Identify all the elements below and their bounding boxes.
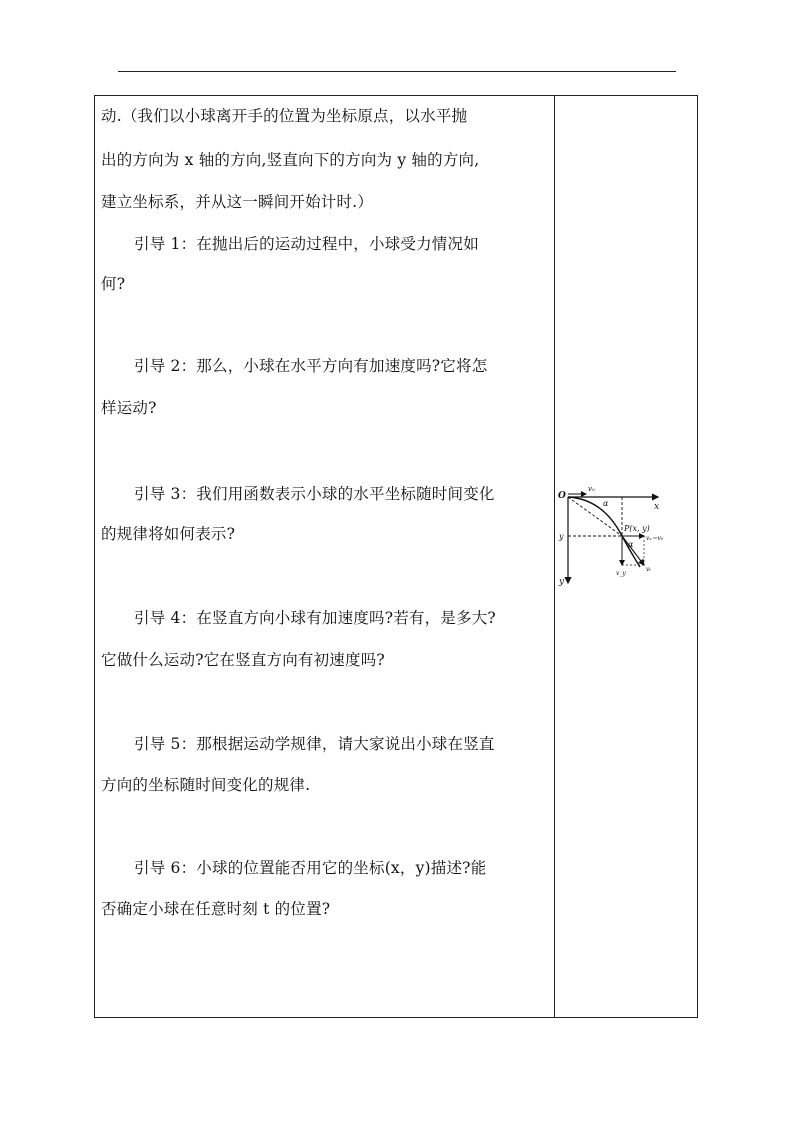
guide-4-line-2: 它做什么运动?它在竖直方向有初速度吗?: [101, 651, 385, 669]
guide-6-line-1: 引导 6：小球的位置能否用它的坐标(x，y)描述?能: [134, 859, 487, 877]
projectile-diagram: [558, 481, 696, 591]
guide-5-line-1: 引导 5：那根据运动学规律，请大家说出小球在竖直: [134, 735, 495, 753]
y-mark-label: y: [559, 532, 564, 541]
intro-line-2: 出的方向为 x 轴的方向,竖直向下的方向为 y 轴的方向,: [101, 151, 480, 169]
lesson-table: [94, 95, 698, 1018]
guide-3-line-1: 引导 3：我们用函数表示小球的水平坐标随时间变化: [134, 485, 495, 503]
vy-label: v_y: [616, 570, 626, 577]
vt-label: vₜ: [646, 566, 651, 573]
y-axis-label: y: [559, 577, 565, 587]
displacement-line: [568, 497, 622, 536]
point-label: P(x, y): [624, 524, 650, 533]
guide-4-line-1: 引导 4：在竖直方向小球有加速度吗?若有，是多大?: [134, 609, 496, 627]
guide-1-line-2: 何?: [101, 275, 126, 293]
x-axis-label: x: [654, 502, 660, 512]
guide-1-line-1: 引导 1：在抛出后的运动过程中，小球受力情况如: [134, 235, 479, 253]
guide-6-line-2: 否确定小球在任意时刻 t 的位置?: [101, 900, 331, 918]
vx-label: vₓ＝v₀: [646, 535, 664, 542]
angle-bottom-label: α: [628, 540, 634, 549]
guide-5-line-2: 方向的坐标随时间变化的规律.: [101, 776, 311, 794]
intro-line-3: 建立坐标系，并从这一瞬间开始计时.）: [101, 193, 374, 211]
header-rule: [118, 71, 676, 72]
guide-3-line-2: 的规律将如何表示?: [101, 525, 236, 543]
origin-label: O: [558, 491, 566, 501]
angle-top-label: α: [603, 499, 609, 508]
intro-line-1: 动.（我们以小球离开手的位置为坐标原点，以水平抛: [101, 107, 468, 125]
guide-2-line-2: 样运动?: [101, 399, 157, 417]
v0-label: v₀: [588, 485, 595, 493]
guide-2-line-1: 引导 2：那么，小球在水平方向有加速度吗?它将怎: [134, 357, 488, 375]
